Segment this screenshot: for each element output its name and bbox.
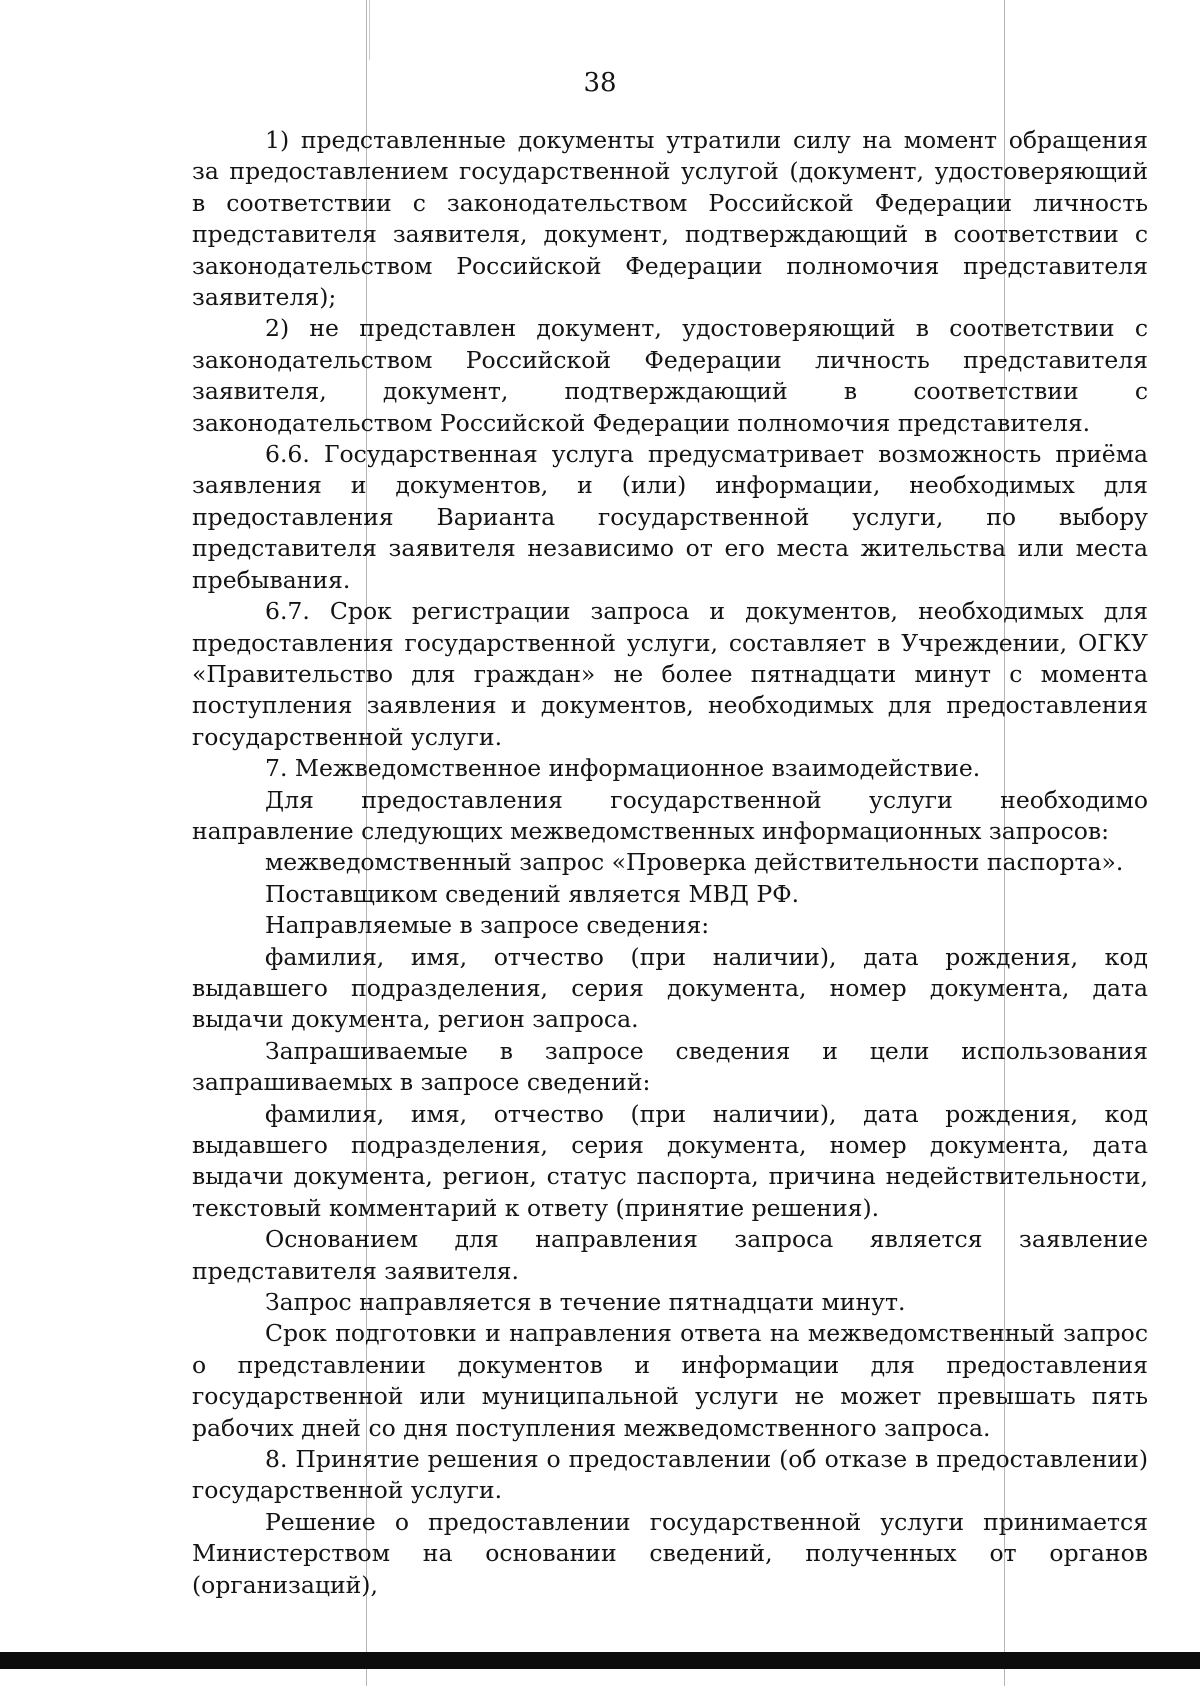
paragraph: Для предоставления государственной услуги необходимо направление следующих межведомственных информационных запросов: <box>192 785 1148 845</box>
scan-mark-top <box>369 0 370 60</box>
paragraph: 6.7. Срок регистрации запроса и документов, необходимых для предоставления государственной услуги, составляет в Учреждении, ОГКУ «Правительство для граждан» не более пятнадцати минут с момента поступления заявления и документов, необходимых для предоставления государственной услуги. <box>192 597 1148 751</box>
paragraph: Поставщиком сведений является МВД РФ. <box>265 879 800 908</box>
page-number: 38 <box>583 68 617 98</box>
paragraph: Запрос направляется в течение пятнадцати минут. <box>265 1288 906 1317</box>
paragraph: Запрашиваемые в запросе сведения и цели использования запрашиваемых в запросе сведений: <box>192 1036 1148 1097</box>
paragraph: Решение о предоставлении государственной услуги принимается Министерством на основании сведений, полученных от органов (организаций), <box>192 1507 1148 1599</box>
paragraph: Основанием для направления запроса является заявление представителя заявителя. <box>192 1225 1148 1285</box>
paragraph: Направляемые в запросе сведения: <box>265 911 710 940</box>
paragraph: Срок подготовки и направления ответа на межведомственный запрос о представлении документов и информации для предоставления государственной или муниципальной услуги не может превышать пять рабочих дней со дня поступления межведомственного запроса. <box>192 1319 1148 1442</box>
document-body <box>192 125 1148 1601</box>
scan-bottom-edge <box>0 1652 1200 1669</box>
paragraph: 1) представленные документы утратили силу на момент обращения за предоставлением государственной услугой (документ, удостоверяющий в соответствии с законодательством Российской Федерации личность представителя заявителя, документ, подтверждающий в соответствии с законодательством Российской Федерации полномочия представителя заявителя); <box>192 126 1148 312</box>
paragraph: фамилия, имя, отчество (при наличии), дата рождения, код выдавшего подразделения, серия документа, номер документа, дата выдачи документа, регион, статус паспорта, причина недействительности, текстовый комментарий к ответу (принятие решения). <box>192 1099 1148 1222</box>
paragraph: 7. Межведомственное информационное взаимодействие. <box>265 754 981 783</box>
paragraph: 2) не представлен документ, удостоверяющий в соответствии с законодательством Российской Федерации личность представителя заявителя, документ, подтверждающий в соответствии с законодательством Российской Федерации полномочия представителя. <box>192 314 1148 437</box>
paragraph: фамилия, имя, отчество (при наличии), дата рождения, код выдавшего подразделения, серия документа, номер документа, дата выдачи документа, регион запроса. <box>192 942 1148 1034</box>
paragraph: межведомственный запрос «Проверка действительности паспорта». <box>265 848 1124 877</box>
paragraph: 6.6. Государственная услуга предусматривает возможность приёма заявления и документов, и (или) информации, необходимых для предоставления Варианта государственной услуги, по выбору представителя заявителя независимо от его места жительства или места пребывания. <box>192 440 1148 594</box>
paragraph: 8. Принятие решения о предоставлении (об отказе в предоставлении) государственной услуги. <box>192 1445 1148 1505</box>
